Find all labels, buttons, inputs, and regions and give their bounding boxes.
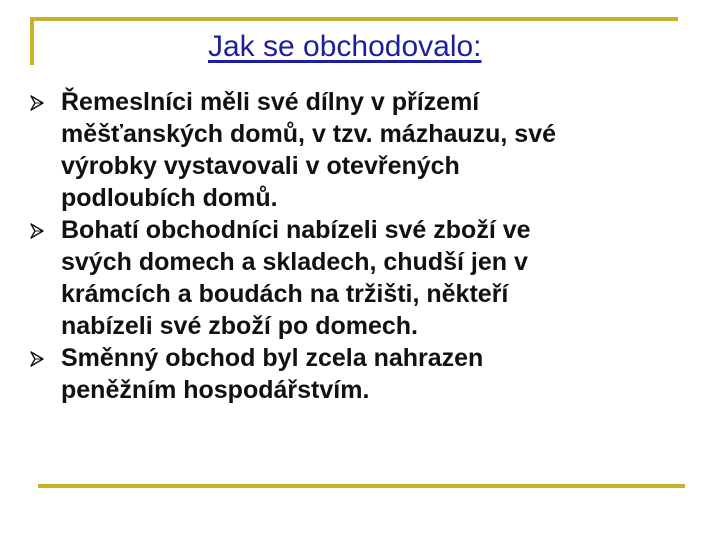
bottom-decorative-rule (38, 484, 685, 488)
top-decorative-rule (30, 17, 678, 21)
bullet-text: Řemeslníci měli své dílny v přízemí měšťanských domů, v tzv. mázhauzu, své výrobky vystavovali v otevřených podloubích domů. (61, 88, 557, 212)
bullet-text: Bohatí obchodníci nabízeli své zboží ve svých domech a skladech, chudší jen v krámcích a boudách na tržišti, někteří nabízeli své zboží po domech. (61, 216, 531, 340)
arrow-bullet-icon (30, 351, 44, 367)
left-decorative-rule (30, 17, 34, 65)
bullet-item (30, 214, 690, 342)
bullet-list (30, 86, 690, 406)
bullet-item (30, 86, 690, 214)
arrow-bullet-icon (30, 95, 44, 111)
bullet-text: Směnný obchod byl zcela nahrazen peněžním hospodářstvím. (61, 344, 484, 404)
slide-title: Jak se obchodovalo: (208, 30, 482, 63)
bullet-item (30, 342, 690, 406)
arrow-bullet-icon (30, 223, 44, 239)
